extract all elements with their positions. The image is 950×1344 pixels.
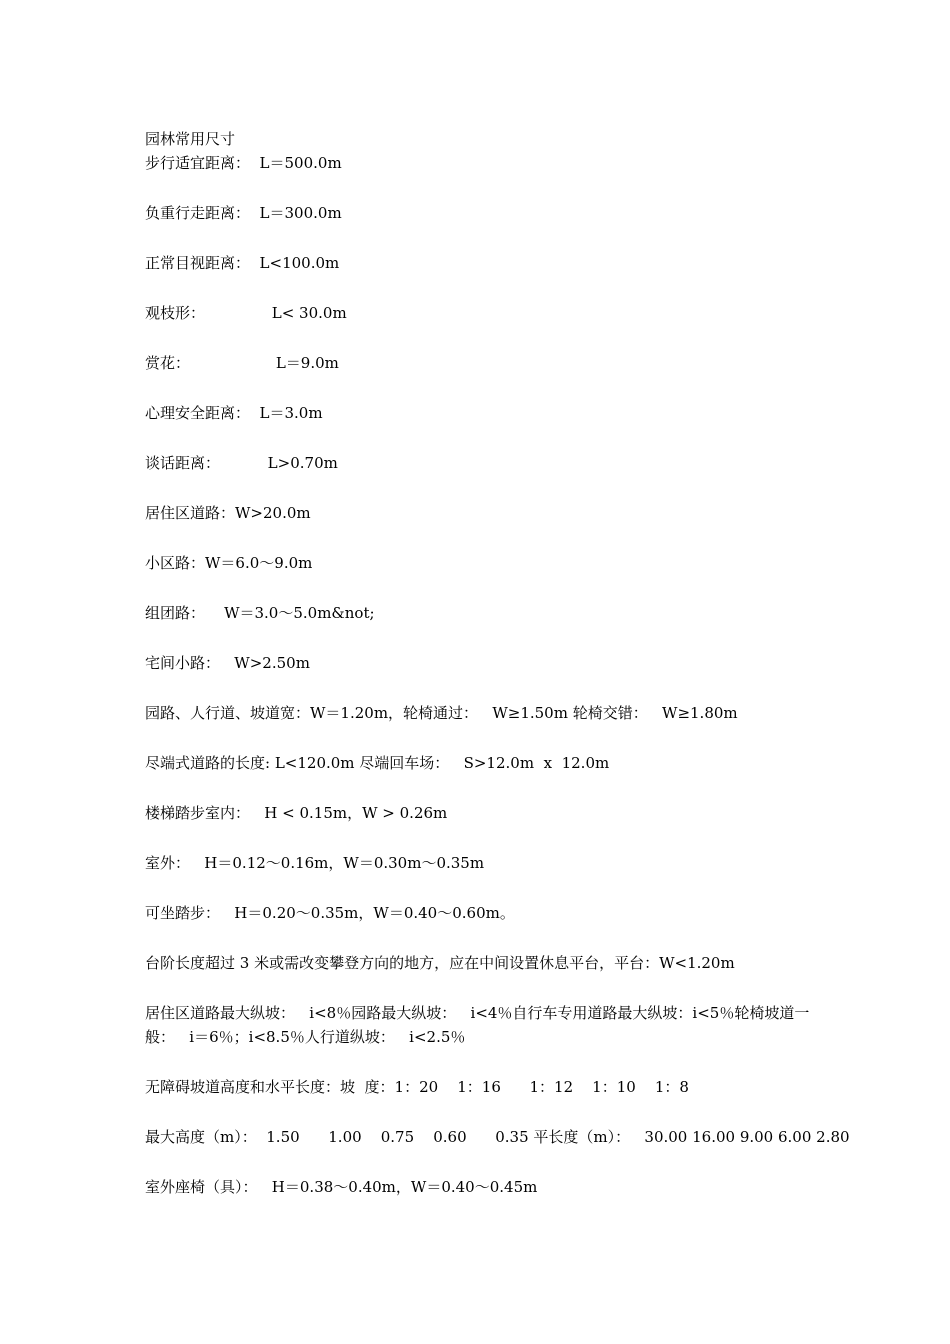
text-line: 室外： H＝0.12～0.16m，W＝0.30m～0.35m (145, 854, 485, 872)
text-line: 观枝形： L< 30.0m (145, 304, 347, 322)
text-line: 园路、人行道、坡道宽：W＝1.20m，轮椅通过： W≥1.50m 轮椅交错： W≥1.80m (145, 704, 738, 722)
text-line: 正常目视距离： L<100.0m (145, 254, 340, 272)
text-line: 楼梯踏步室内： H < 0.15m，W > 0.26m (145, 804, 448, 822)
text-paragraph: 居住区道路最大纵坡： i<8％园路最大纵坡： i<4％自行车专用道路最大纵坡：i<5％轮椅坡道一般： i＝6％；i<8.5％人行道纵坡： i<2.5％ (145, 1004, 810, 1046)
text-line: 心理安全距离： L＝3.0m (145, 404, 323, 422)
text-line: 步行适宜距离： L＝500.0m (145, 154, 342, 172)
text-line: 室外座椅（具）： H＝0.38～0.40m，W＝0.40～0.45m (145, 1178, 538, 1196)
text-line: 负重行走距离： L＝300.0m (145, 204, 342, 222)
text-line: 谈话距离： L>0.70m (145, 454, 338, 472)
text-line: 居住区道路：W>20.0m (145, 504, 311, 522)
text-line: 台阶长度超过 3 米或需改变攀登方向的地方，应在中间设置休息平台，平台：W<1.20m (145, 954, 735, 972)
text-line: 赏花： L＝9.0m (145, 354, 339, 372)
text-line: 无障碍坡道高度和水平长度：坡 度：1：20 1：16 1：12 1：10 1：8 (145, 1078, 689, 1096)
document-page (145, 127, 850, 1199)
text-line: 尽端式道路的长度: L<120.0m 尽端回车场： S>12.0m x 12.0m (145, 754, 610, 772)
text-line: 可坐踏步： H＝0.20～0.35m，W＝0.40～0.60m。 (145, 904, 515, 922)
text-line: 宅间小路： W>2.50m (145, 654, 310, 672)
text-line: 组团路： W＝3.0～5.0m&not; (145, 604, 375, 622)
text-line: 小区路：W＝6.0～9.0m (145, 554, 313, 572)
document-title: 园林常用尺寸 (145, 130, 236, 148)
text-line: 最大高度（m）： 1.50 1.00 0.75 0.60 0.35 平长度（m）： 30.00 16.00 9.00 6.00 2.80 (145, 1128, 850, 1146)
